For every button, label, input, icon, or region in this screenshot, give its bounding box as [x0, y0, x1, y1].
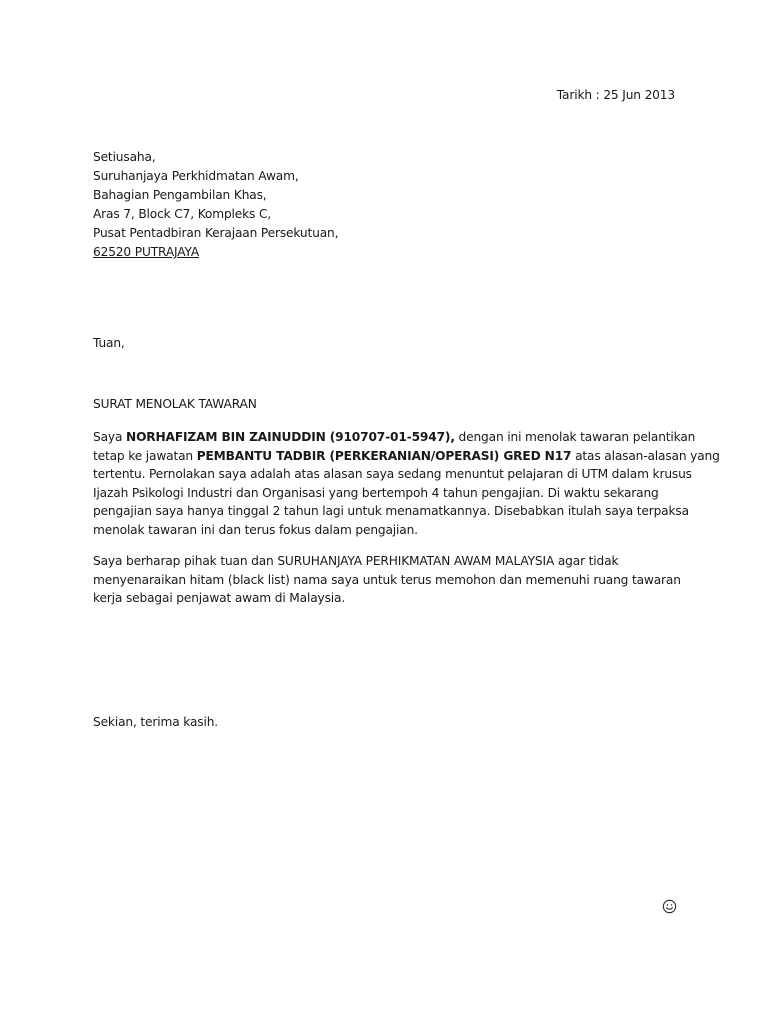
address-line: Suruhanjaya Perkhidmatan Awam,	[93, 169, 299, 183]
applicant-name: NORHAFIZAM BIN ZAINUDDIN (910707-01-5947),	[126, 430, 455, 444]
salutation: Tuan,	[93, 336, 125, 350]
address-line: Setiusaha,	[93, 150, 156, 164]
paragraph-line: kerja sebagai penjawat awam di Malaysia.	[93, 591, 346, 606]
address-line: Aras 7, Block C7, Kompleks C,	[93, 207, 272, 221]
address-line: Pusat Pentadbiran Kerajaan Persekutuan,	[93, 226, 339, 240]
text-run: tetap ke jawatan	[93, 448, 197, 463]
text-run: dengan ini menolak tawaran pelantikan	[454, 430, 696, 444]
paragraph-line: tertentu. Pernolakan saya adalah atas alasan saya sedang menuntut pelajaran di UTM dalam krusus	[93, 467, 692, 482]
paragraph-line: Ijazah Psikologi Industri dan Organisasi yang bertempoh 4 tahun pengajian. Di waktu sekarang	[93, 485, 659, 500]
paragraph-line: menyenaraikan hitam (black list) nama saya untuk terus memohon dan memenuhi ruang tawaran	[93, 572, 681, 587]
paragraph-line: pengajian saya hanya tinggal 2 tahun lagi untuk menamatkannya. Disebabkan itulah saya terpaksa	[93, 504, 689, 519]
paragraph-line	[93, 428, 696, 447]
closing-remark: Sekian, terima kasih.	[93, 715, 219, 729]
position-title: PEMBANTU TADBIR (PERKERANIAN/OPERASI) GRED N17	[196, 448, 572, 463]
recipient-address	[93, 148, 338, 262]
smiley-icon	[662, 899, 677, 914]
text-run: Saya	[93, 430, 127, 444]
body-paragraph-2	[93, 552, 681, 608]
paragraph-line	[93, 447, 720, 466]
paragraph-line: menolak tawaran ini dan terus fokus dalam pengajian.	[93, 522, 418, 537]
body-paragraph-1	[93, 428, 720, 540]
letter-date: Tarikh : 25 Jun 2013	[556, 88, 675, 102]
letter-subject: SURAT MENOLAK TAWARAN	[93, 397, 257, 411]
paragraph-line: Saya berharap pihak tuan dan SURUHANJAYA PERHIKMATAN AWAM MALAYSIA agar tidak	[93, 554, 619, 568]
address-postcode: 62520 PUTRAJAYA	[93, 245, 200, 259]
text-run: atas alasan-alasan yang	[571, 448, 720, 463]
address-line: Bahagian Pengambilan Khas,	[93, 188, 267, 202]
